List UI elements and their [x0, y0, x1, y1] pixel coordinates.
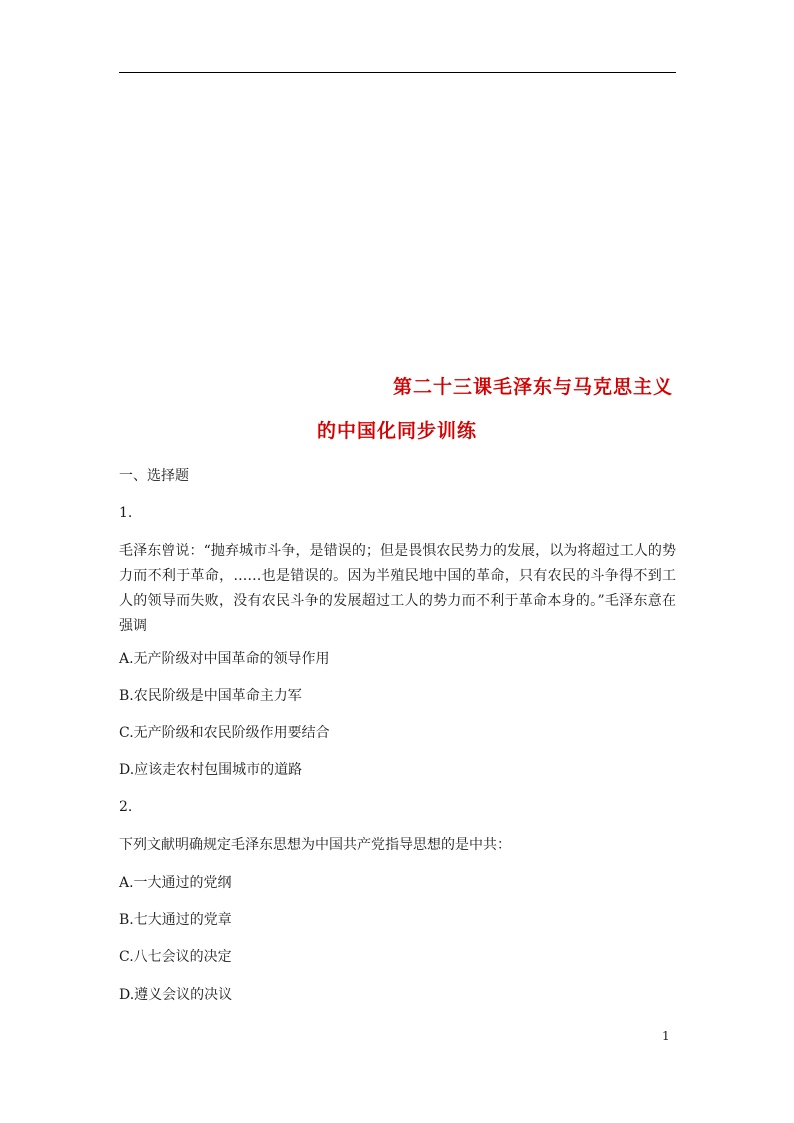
question-2-option-a: A.一大通过的党纲: [119, 875, 232, 891]
title-line-2: 的中国化同步训练: [316, 420, 477, 442]
question-2-option-c: C.八七会议的决定: [119, 949, 232, 965]
question-2-option-b: B.七大通过的党章: [119, 912, 232, 928]
page-number: 1: [662, 1029, 670, 1043]
question-2-number: 2.: [119, 799, 133, 815]
section-heading: 一、选择题: [119, 468, 189, 484]
title-line-1: 第二十三课毛泽东与马克思主义: [392, 376, 673, 398]
question-1-option-b: B.农民阶级是中国革命主力军: [119, 688, 302, 704]
question-1-option-a: A.无产阶级对中国革命的领导作用: [119, 651, 330, 667]
question-1-stem: 毛泽东曾说：“抛弃城市斗争，是错误的；但是畏惧农民势力的发展，以为将超过工人的势力而不利于革命，……也是错误的。因为半殖民地中国的革命，只有农民的斗争得不到工人的领导而失败，没有农民斗争的发展超过工人的势力而不利于革命本身的。”毛泽东意在强调: [119, 543, 676, 634]
question-1-option-d: D.应该走农村包围城市的道路: [119, 762, 303, 778]
question-1-option-c: C.无产阶级和农民阶级作用要结合: [119, 725, 330, 741]
header-rule: [119, 72, 676, 73]
question-2-option-d: D.遵义会议的决议: [119, 987, 233, 1003]
question-1-number: 1.: [119, 505, 133, 521]
question-2-stem: 下列文献明确规定毛泽东思想为中国共产党指导思想的是中共：: [119, 837, 511, 853]
